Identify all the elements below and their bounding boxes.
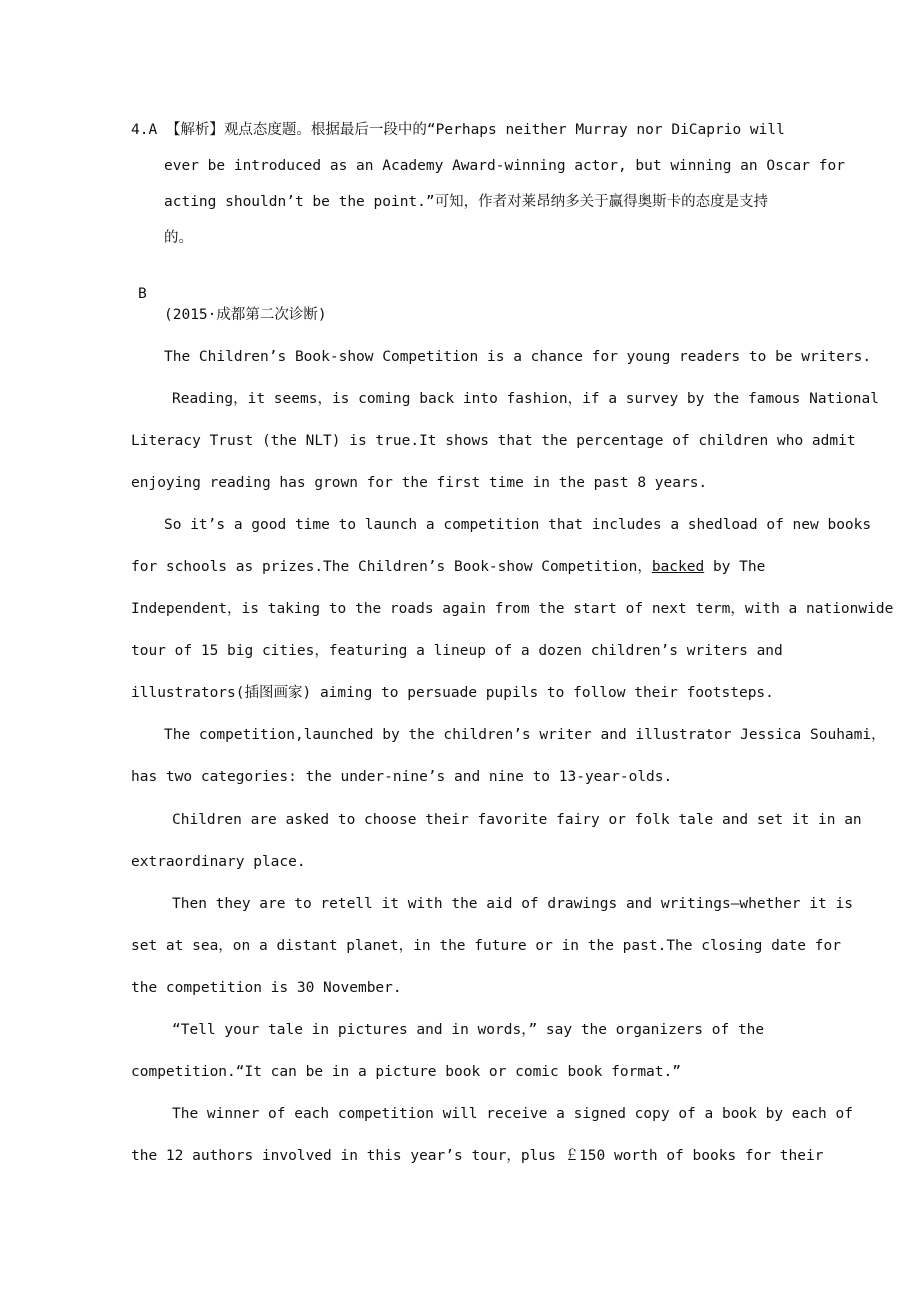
section-source: (2015·成都第二次诊断) bbox=[164, 307, 327, 323]
paragraph-7-line-2: the 12 authors involved in this year’s tour，plus ￡150 worth of books for their bbox=[131, 1148, 824, 1164]
answer-4-line-3: acting shouldn’t be the point.”可知，作者对莱昂纳多关于赢得奥斯卡的态度是支持 bbox=[164, 194, 769, 210]
answer-4-line-1: 4.A 【解析】观点态度题。根据最后一段中的“Perhaps neither Murray nor DiCaprio will bbox=[131, 122, 785, 138]
paragraph-2-line-5: illustrators(插图画家) aiming to persuade pupils to follow their footsteps. bbox=[131, 685, 774, 701]
underlined-word-backed: backed bbox=[651, 559, 705, 575]
paragraph-2-line-3: Independent，is taking to the roads again from the start of next term，with a nationwide bbox=[131, 601, 894, 617]
paragraph-6-line-1: “Tell your tale in pictures and in words，” say the organizers of the bbox=[172, 1022, 765, 1038]
section-label: B bbox=[138, 286, 147, 302]
paragraph-1-line-3: enjoying reading has grown for the first time in the past 8 years. bbox=[131, 475, 708, 491]
passage-title: The Children’s Book-show Competition is a chance for young readers to be writers. bbox=[164, 349, 872, 365]
paragraph-2-line-4: tour of 15 big cities，featuring a lineup of a dozen children’s writers and bbox=[131, 643, 783, 659]
paragraph-5-line-1: Then they are to retell it with the aid of drawings and writings—whether it is bbox=[172, 896, 853, 912]
paragraph-3-line-1: The competition,launched by the children’s writer and illustrator Jessica Souhami， bbox=[164, 727, 886, 743]
paragraph-5-line-2: set at sea，on a distant planet，in the future or in the past.The closing date for bbox=[131, 938, 841, 954]
paragraph-2-line-2-start: for schools as prizes.The Children’s Book-show Competition， bbox=[131, 559, 652, 575]
paragraph-3-line-2: has two categories: the under-nine’s and nine to 13-year-olds. bbox=[131, 769, 673, 785]
paragraph-5-line-3: the competition is 30 November. bbox=[131, 980, 402, 996]
paragraph-1-line-2: Literacy Trust (the NLT) is true.It shows that the percentage of children who admit bbox=[131, 433, 856, 449]
paragraph-2-line-2 bbox=[131, 557, 765, 577]
paragraph-1-line-1: Reading，it seems，is coming back into fashion，if a survey by the famous National bbox=[172, 391, 879, 407]
paragraph-2-line-1: So it’s a good time to launch a competition that includes a shedload of new books bbox=[164, 517, 872, 533]
paragraph-6-line-2: competition.“It can be in a picture book or comic book format.” bbox=[131, 1064, 681, 1080]
paragraph-2-line-2-end: by The bbox=[704, 559, 766, 575]
paragraph-4-line-1: Children are asked to choose their favorite fairy or folk tale and set it in an bbox=[172, 812, 862, 828]
answer-4-line-4: 的。 bbox=[164, 230, 193, 246]
answer-4-line-2: ever be introduced as an Academy Award-winning actor, but winning an Oscar for bbox=[164, 158, 845, 174]
paragraph-4-line-2: extraordinary place. bbox=[131, 854, 306, 870]
paragraph-7-line-1: The winner of each competition will receive a signed copy of a book by each of bbox=[172, 1106, 853, 1122]
